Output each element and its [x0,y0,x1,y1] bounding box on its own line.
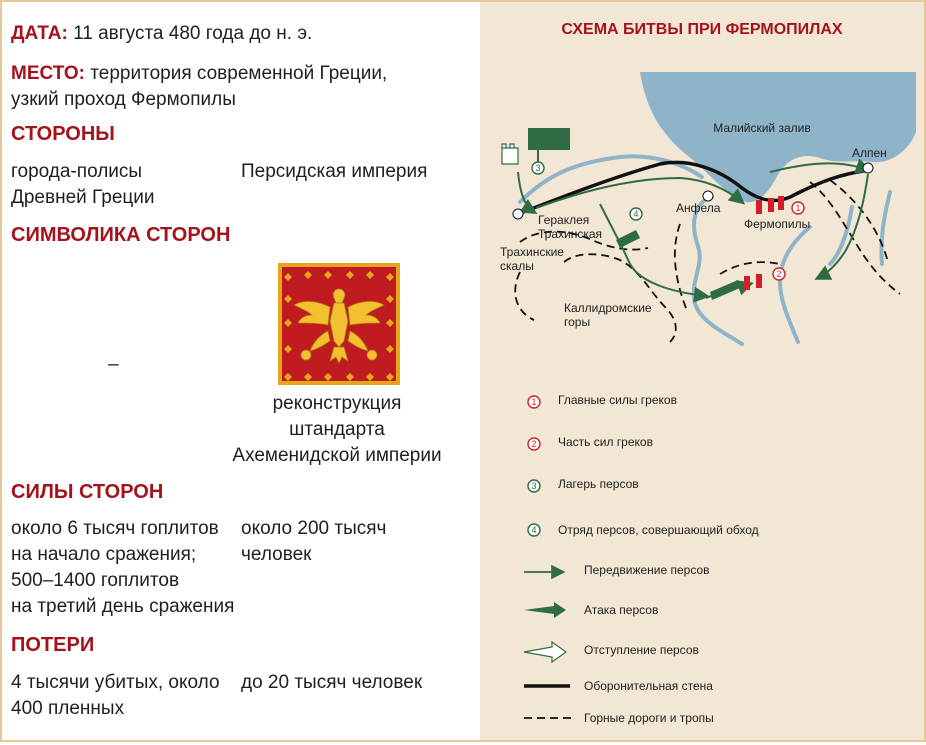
legend-item-6: Атака персов [584,603,659,617]
legend-item-7: Отступление персов [584,643,699,657]
losses-persians: до 20 тысяч человек [241,672,423,693]
map-marker-4-text: 4 [633,209,639,219]
legend-marker-1-text: 1 [531,397,537,407]
legend-marker-3-text: 3 [531,481,537,491]
standard-caption-line3: Ахеменидской империи [232,445,442,466]
map-label-thermopylae: Фермопилы [744,217,811,231]
forces-greeks-line3: 500–1400 гоплитов [11,570,180,591]
map-label-heraclea-1: Гераклея [538,213,590,227]
legend-item-8: Оборонительная стена [584,679,713,693]
legend-item-1: Главные силы греков [558,393,677,407]
standard-caption-line2: штандарта [289,419,385,440]
legend-item-9: Горные дороги и тропы [584,711,714,725]
map-label-rocks-2: скалы [500,259,534,273]
legend-item-3: Лагерь персов [558,477,639,491]
losses-heading: ПОТЕРИ [11,634,95,656]
symbols-greeks: – [108,354,119,375]
date-row [11,21,312,47]
place-value-line1: территория современной Греции, [90,63,388,84]
place-label: МЕСТО: [11,63,85,84]
sides-greeks-line2: Древней Греции [11,187,155,208]
city-alpen-icon [863,163,873,173]
map-label-mountains-2: горы [564,315,591,329]
map-title: СХЕМА БИТВЫ ПРИ ФЕРМОПИЛАХ [561,21,843,38]
map-label-rocks-1: Трахинские [500,245,564,259]
map-marker-1-text: 1 [795,203,801,213]
date-label: ДАТА: [11,23,68,44]
legend-item-2: Часть сил греков [558,435,653,449]
legend-marker-4-text: 4 [531,525,537,535]
forces-greeks-line1: около 6 тысяч гоплитов [11,518,219,539]
forces-persians-line2: человек [241,544,312,565]
forces-greeks-line4: на третий день сражения [11,596,235,617]
persian-attack-arrow [710,280,740,300]
place-row [11,61,387,87]
info-panel [2,2,480,740]
legend-item-5: Передвижение персов [584,563,710,577]
persian-camp-flag [528,128,570,150]
camp-fort-icon [502,144,518,164]
sides-greeks-line1: города-полисы [11,161,143,182]
legend-marker-2-text: 2 [531,439,537,449]
city-heraclea-icon [513,209,523,219]
standard-caption-line1: реконструкция [272,393,402,414]
forces-greeks-line2: на начало сражения; [11,544,197,565]
losses-greeks-line2: 400 пленных [11,698,125,719]
map-marker-2-text: 2 [776,269,782,279]
legend-item-4: Отряд персов, совершающий обход [558,523,759,537]
map-label-gulf: Малийский залив [713,121,811,135]
map-label-mountains-1: Каллидромские [564,301,652,315]
map-panel [480,2,924,740]
symbols-heading: СИМВОЛИКА СТОРОН [11,224,231,246]
place-value-line2: узкий проход Фермопилы [11,89,236,110]
gulf-sea [640,72,916,202]
forces-persians-line1: около 200 тысяч [241,518,387,539]
map-label-alpen: Алпен [852,146,887,160]
city-anfela-icon [703,191,713,201]
persian-detour-unit [616,230,640,248]
map-marker-3-text: 3 [535,163,541,173]
forces-heading: СИЛЫ СТОРОН [11,481,164,503]
date-value: 11 августа 480 года до н. э. [73,23,313,44]
sides-persians: Персидская империя [241,161,428,182]
map-label-heraclea-2: Трахинская [538,227,603,241]
achaemenid-standard-image [278,263,400,385]
map-label-anfela: Анфела [676,201,721,215]
legend [524,393,759,725]
battle-map [480,2,924,740]
sides-heading: СТОРОНЫ [11,123,115,145]
losses-greeks-line1: 4 тысячи убитых, около [11,672,220,693]
legend-retreat-symbol [524,642,566,662]
legend-attack-symbol [524,602,566,618]
